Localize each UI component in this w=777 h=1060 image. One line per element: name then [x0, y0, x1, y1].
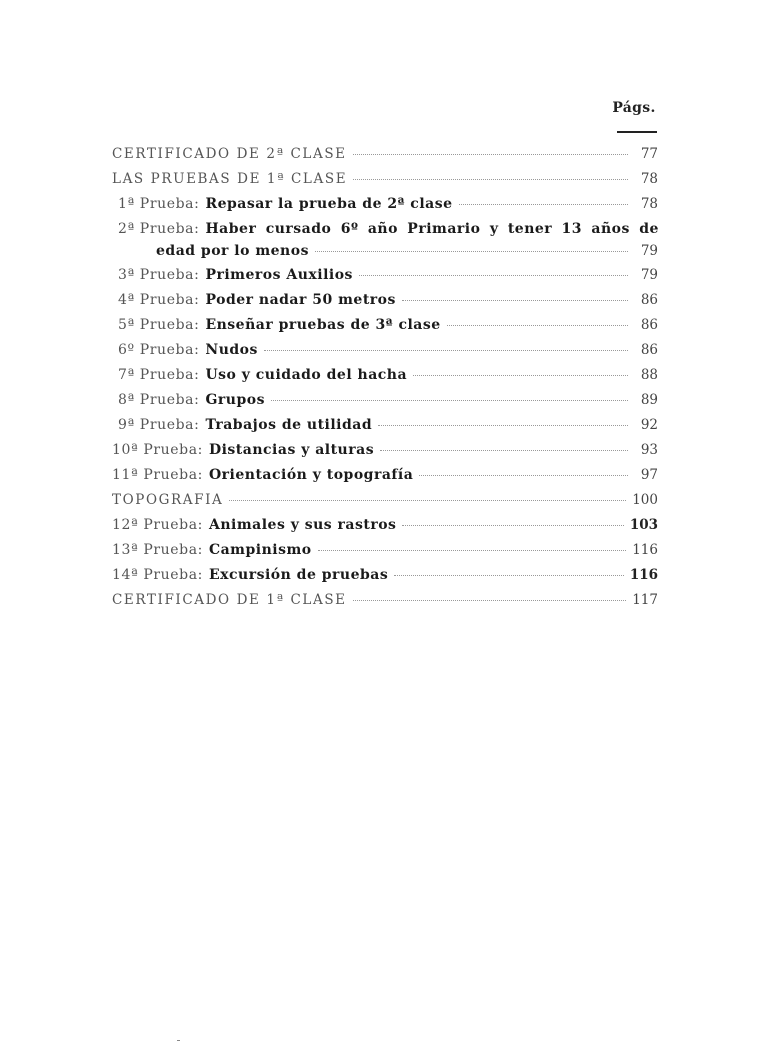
page-number: 79: [640, 243, 658, 259]
prueba-title-line-1: Haber cursado 6º año Primario y tener 13 años de: [205, 221, 659, 237]
toc-entry-prueba-7: [112, 364, 658, 389]
dot-leader: [394, 575, 624, 576]
page-number: 78: [640, 196, 658, 212]
dot-leader: [229, 500, 626, 501]
dot-leader: [402, 525, 623, 526]
prueba-title: Campinismo: [208, 542, 312, 558]
page-number: 78: [640, 171, 658, 187]
heading-rule: [617, 131, 657, 133]
prueba-label: 3ª Prueba:: [118, 267, 200, 283]
prueba-label: 7ª Prueba:: [118, 367, 200, 383]
prueba-label: 8ª Prueba:: [118, 392, 200, 408]
prueba-label: 9ª Prueba:: [118, 417, 200, 433]
toc-entry-prueba-8: [112, 389, 658, 414]
prueba-label: 2ª Prueba:: [118, 221, 200, 237]
toc-entry-prueba-1: [112, 193, 658, 218]
prueba-label: 11ª Prueba:: [112, 467, 203, 483]
prueba-title: Orientación y topografía: [208, 467, 414, 483]
prueba-label: 13ª Prueba:: [112, 542, 203, 558]
prueba-label: 10ª Prueba:: [112, 442, 203, 458]
page-number: 92: [640, 417, 658, 433]
dot-leader: [413, 375, 628, 376]
prueba-title: Repasar la prueba de 2ª clase: [205, 196, 453, 212]
prueba-title: Poder nadar 50 metros: [205, 292, 396, 308]
toc-entry-prueba-9: [112, 414, 658, 439]
page-number: 97: [640, 467, 658, 483]
prueba-title: Excursión de pruebas: [208, 567, 389, 583]
toc-entry-certificado-2: [112, 143, 658, 168]
page-number: 89: [640, 392, 658, 408]
prueba-title: Distancias y alturas: [208, 442, 375, 458]
dot-leader: [447, 325, 628, 326]
toc-heading: CERTIFICADO DE 1ª CLASE: [112, 592, 347, 608]
prueba-label: 12ª Prueba:: [112, 517, 203, 533]
prueba-title: Primeros Auxilios: [205, 267, 353, 283]
prueba-label: 5ª Prueba:: [118, 317, 200, 333]
dot-leader: [353, 154, 628, 155]
prueba-label: 1ª Prueba:: [118, 196, 200, 212]
dot-leader: [353, 600, 627, 601]
prueba-title: Trabajos de utilidad: [205, 417, 373, 433]
toc-heading: LAS PRUEBAS DE 1ª CLASE: [112, 171, 348, 187]
dot-leader: [318, 550, 627, 551]
dot-leader: [380, 450, 628, 451]
page-number: 93: [640, 442, 658, 458]
dot-leader: [459, 204, 628, 205]
toc-entry-prueba-11: [112, 464, 658, 489]
dot-leader: [378, 425, 628, 426]
toc-entry-prueba-6: [112, 339, 658, 364]
prueba-title: Enseñar pruebas de 3ª clase: [205, 317, 441, 333]
table-of-contents: [112, 143, 658, 614]
page-number: 86: [640, 342, 658, 358]
page-number: 116: [629, 567, 658, 583]
toc-entry-topografia: [112, 489, 658, 514]
dot-leader: [264, 350, 628, 351]
prueba-title: Nudos: [205, 342, 258, 358]
toc-entry-prueba-5: [112, 314, 658, 339]
toc-entry-prueba-14: [112, 564, 658, 589]
prueba-title: Animales y sus rastros: [208, 517, 397, 533]
toc-heading: TOPOGRAFIA: [112, 492, 224, 508]
page-number: 86: [640, 317, 658, 333]
page-number: 117: [632, 592, 658, 608]
toc-entry-prueba-3: [112, 264, 658, 289]
prueba-label: 4ª Prueba:: [118, 292, 200, 308]
toc-entry-las-pruebas-1: [112, 168, 658, 193]
toc-entry-prueba-4: [112, 289, 658, 314]
prueba-title: Grupos: [205, 392, 265, 408]
page-number: 86: [640, 292, 658, 308]
prueba-title-line-2: edad por lo menos: [156, 243, 309, 259]
page-number: 116: [632, 542, 658, 558]
dot-leader: [419, 475, 628, 476]
toc-heading: CERTIFICADO DE 2ª CLASE: [112, 146, 347, 162]
scan-speck: [177, 1040, 180, 1041]
dot-leader: [402, 300, 628, 301]
dot-leader: [271, 400, 628, 401]
page-number: 103: [629, 517, 658, 533]
toc-entry-prueba-10: [112, 439, 658, 464]
prueba-label: 14ª Prueba:: [112, 567, 203, 583]
page-number: 77: [640, 146, 658, 162]
page-number: 100: [632, 492, 658, 508]
dot-leader: [315, 251, 628, 252]
toc-entry-prueba-2: [112, 218, 658, 264]
toc-entry-prueba-12: [112, 514, 658, 539]
toc-entry-prueba-13: [112, 539, 658, 564]
prueba-title: Uso y cuidado del hacha: [205, 367, 408, 383]
page-number: 88: [640, 367, 658, 383]
dot-leader: [353, 179, 628, 180]
toc-entry-certificado-1: [112, 589, 658, 614]
page-number: 79: [640, 267, 658, 283]
pages-column-heading: Págs.: [612, 100, 656, 116]
dot-leader: [359, 275, 628, 276]
prueba-label: 6º Prueba:: [118, 342, 200, 358]
